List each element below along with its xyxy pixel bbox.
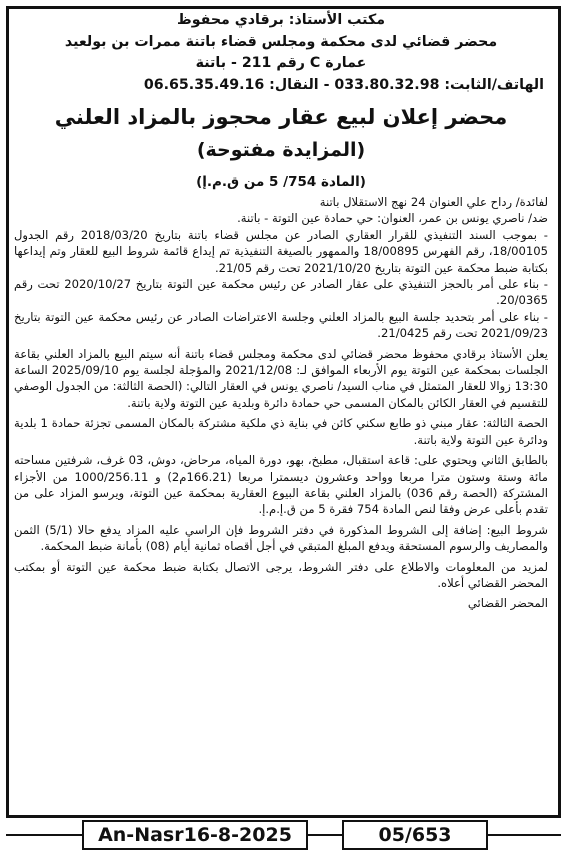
publication-reference: An-Nasr16-8-2025 [82,820,308,850]
third-share-paragraph: الحصة الثالثة: عقار مبني ذو طابع سكني كائن في بناية ذي ملكية مشتركة بالمكان المسمى تجزئة حمادة 1 بلدية ودائرة عين التوتة ولاية باتنة. [14,416,548,447]
office-name: مكتب الأستاذ: برقادي محفوظ [176,12,386,28]
property-description-paragraph: بالطابق الثاني ويحتوي على: قاعة استقبال، مطبخ، بهو، دورة المياه، مرحاض، دوش، 03 غرف، شرفتين مساحته مائة وستة وستون مترا مربعا وواحد وعشرون ديسمترا مربعا (166.21م2) و 1000/256.11 من الأجزاء المشتركة (الحصة رقم 036) بالمزاد العلني بقاعة البيوع العقارية بمحكمة عين التوتة، ويرسو المزاد على من تقدم بأعلى عرض وفقا لنص المادة 754 فقرة 5 من ق.إ.م.إ. [14,453,549,517]
contact-paragraph: لمزيد من المعلومات والاطلاع على دفتر الشروط، يرجى الاتصال بكتابة ضبط محكمة عين التوتة أو بمكتب المحضر القضائي أعلاه. [14,559,548,590]
seizure-order-paragraph: - بناء على أمر بالحجز التنفيذي على عقار الصادر عن رئيس محكمة عين التوتة بتاريخ 2020/10/27 تحت رقم 20/0365. [14,277,548,308]
notice-body [14,194,548,612]
sale-conditions-paragraph: شروط البيع: إضافة إلى الشروط المذكورة في دفتر الشروط فإن الراسي عليه المزاد يدفع حالا (5/1) الثمن والمصاريف والرسوم المستحقة ويدفع المبلغ المتبقي في أجل أقصاه ثمانية أيام (08) بأمانة ضبط المحكمة. [14,522,549,554]
building-address: عمارة C رقم 211 - باتنة [195,55,367,71]
notice-title: محضر إعلان لبيع عقار محجوز بالمزاد العلني [54,105,508,129]
notice-number: 05/653 [342,820,488,850]
phone-numbers: الهاتف/الثابت: 033.80.32.98 - النقال: 06.65.35.49.16 [143,76,544,93]
execution-title-paragraph: - بموجب السند التنفيذي للقرار العقاري الصادر عن مجلس قضاء باتنة بتاريخ 2018/03/20 رقم الجدول 18/00105، رقم الفهرس 18/00895 والممهور بالصيغة التنفيذية تم إيداع قائمة شروط البيع للعقار وتم إيداعها بكتابة ضبط محكمة عين التوتة بتاريخ 2021/10/20 تحت رقم 21/05. [14,227,548,275]
footer-bar [6,820,561,852]
notice-content [14,10,548,612]
bailiff-signature: المحضر القضائي [467,596,548,611]
defendant-line: ضد/ ناصري يونس بن عمر، العنوان: حي حمادة عين التوتة - باتنة. [237,211,548,226]
auction-announcement-paragraph: يعلن الأستاذ برقادي محفوظ محضر قضائي لدى محكمة ومجلس قضاء باتنة أنه سيتم البيع بالمزاد العلني بقاعة الجلسات بمحكمة عين التوتة يوم الأربعاء الموافق لـ: 2021/12/08 والمؤجلة لجلسة يوم 2025/09/10 الساعة 13:30 زوالا للعقار المتمثل في مناب السيد/ ناصري يونس في العقار التالي: (الحصة الثالثة: من الجدول الوصفي للتقسيم في العقار الكائن بالمكان المسمى حي حمادة دائرة وبلدية عين التوتة ولاية باتنة. [14,346,548,410]
notice-subtitle: (المزايدة مفتوحة) [196,139,366,161]
plaintiff-line: لفائدة/ رداح علي العنوان 24 نهج الاستقلال باتنة [319,195,548,209]
court-line: محضر قضائي لدى محكمة ومجلس قضاء باتنة ممرات بن بولعيد [64,33,498,50]
legal-article: (المادة 754/ 5 من ق.م.إ) [196,174,366,190]
hearing-order-paragraph: - بناء على أمر بتحديد جلسة البيع بالمزاد العلني وجلسة الاعتراضات الصادر عن رئيس محكمة عين التوتة بتاريخ 2021/09/23 تحت رقم 21/0425. [14,309,548,341]
